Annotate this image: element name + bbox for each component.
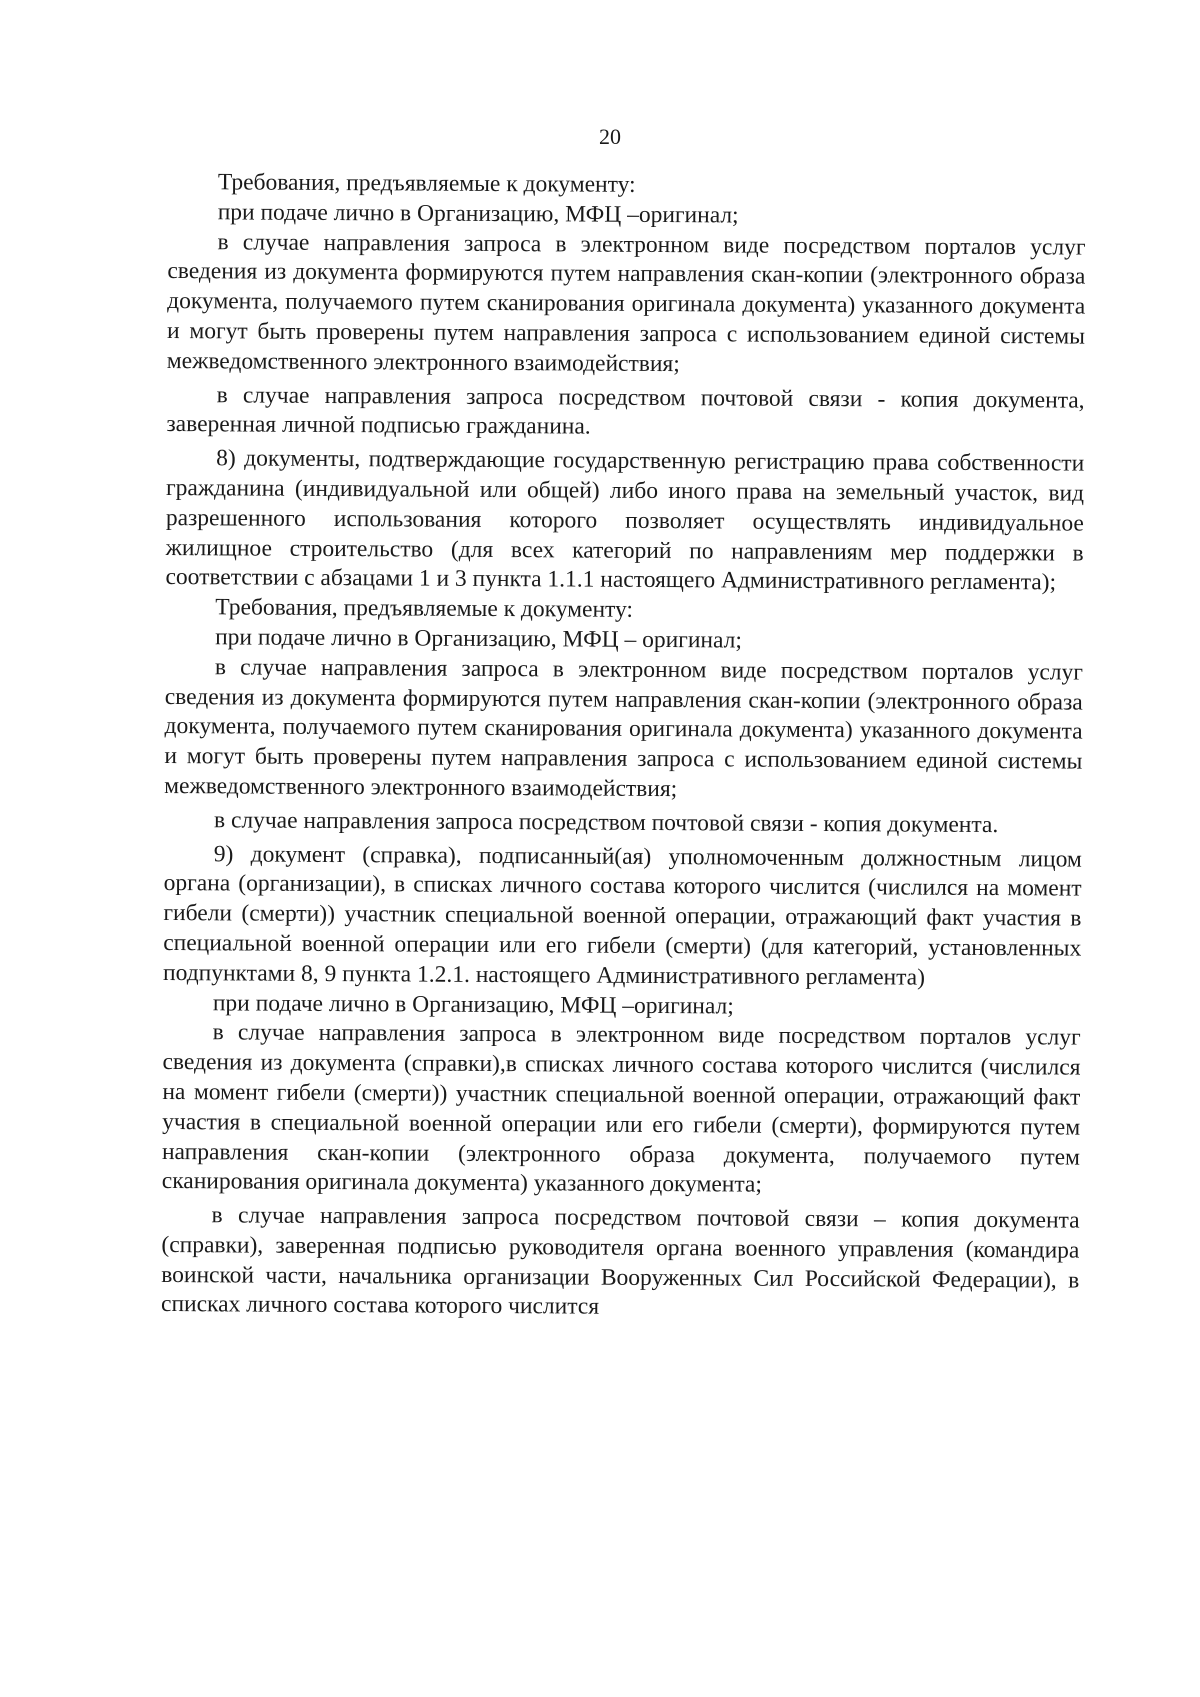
paragraph-postal-request: в случае направления запроса посредством почтовой связи – копия документа (справки), заверенная подписью руководителя органа военного управления (командира воинской части, начальника организации Вооруженных Сил Российской Федерации), в списках личного состава которого числится (160, 1202, 1080, 1321)
paragraph-item-8: 8) документы, подтверждающие государственную регистрацию права собственности гражданина (индивидуальной или общей) либо иного права на земельный участок, вид разрешенного использования которого позволяет осуществлять индивидуальное жилищное строительство (для всех категорий по направлениям мер поддержки в соответствии с абзацами 1 и 3 пункта 1.1.1 настоящего Административного регламента); (165, 445, 1085, 596)
paragraph-in-person-original: при подаче лично в Организацию, МФЦ –оригинал; (217, 199, 739, 229)
document-body (161, 168, 1086, 1326)
paragraph-electronic-request: в случае направления запроса в электронном виде посредством порталов услуг сведения из документа формируются путем направления скан-копии (электронного образа документа, получаемого путем сканирования оригинала документа) указанного документа и могут быть проверены путем направления запроса с использованием единой системы межведомственного электронного взаимодействия; (164, 654, 1084, 803)
paragraph-requirements-heading: Требования, предъявляемые к документу: (215, 594, 634, 624)
paragraph-postal-request: в случае направления запроса посредством почтовой связи - копия документа, заверенная личной подписью гражданина. (166, 381, 1085, 440)
paragraph-in-person-original: при подаче лично в Организацию, МФЦ –оригинал; (212, 989, 734, 1019)
paragraph-postal-request: в случае направления запроса посредством почтовой связи - копия документа. (213, 807, 999, 838)
paragraph-in-person-original: при подаче лично в Организацию, МФЦ – оригинал; (215, 624, 743, 654)
paragraph-electronic-request: в случае направления запроса в электронном виде посредством порталов услуг сведения из документа (справки),в списках личного состава которого числится (числился на момент гибели (смерти)) участник специальной военной операции, отражающий факт участия в специальной военной операции или его гибели (смерти), формируются путем направления скан-копии (электронного образа документа, получаемого путем сканирования оригинала документа) указанного документа; (161, 1019, 1081, 1198)
paragraph-requirements-heading: Требования, предъявляемые к документу: (217, 169, 636, 198)
paragraph-electronic-request: в случае направления запроса в электронном виде посредством порталов услуг сведения из документа формируются путем направления скан-копии (электронного образа документа, получаемого путем сканирования оригинала документа) указанного документа и могут быть проверены путем направления запроса с использованием единой системы межведомственного электронного взаимодействия; (166, 228, 1086, 377)
paragraph-item-9: 9) документ (справка), подписанный(ая) уполномоченным должностным лицом органа (организации), в списках личного состава которого числится (числился на момент гибели (смерти)) участник специальной военной операции, отражающий факт участия в специальной военной операции или его гибели (смерти) (для категорий, установленных подпунктами 8, 9 пункта 1.2.1. настоящего Административного регламента) (163, 840, 1082, 991)
page-number: 20 (599, 124, 621, 149)
